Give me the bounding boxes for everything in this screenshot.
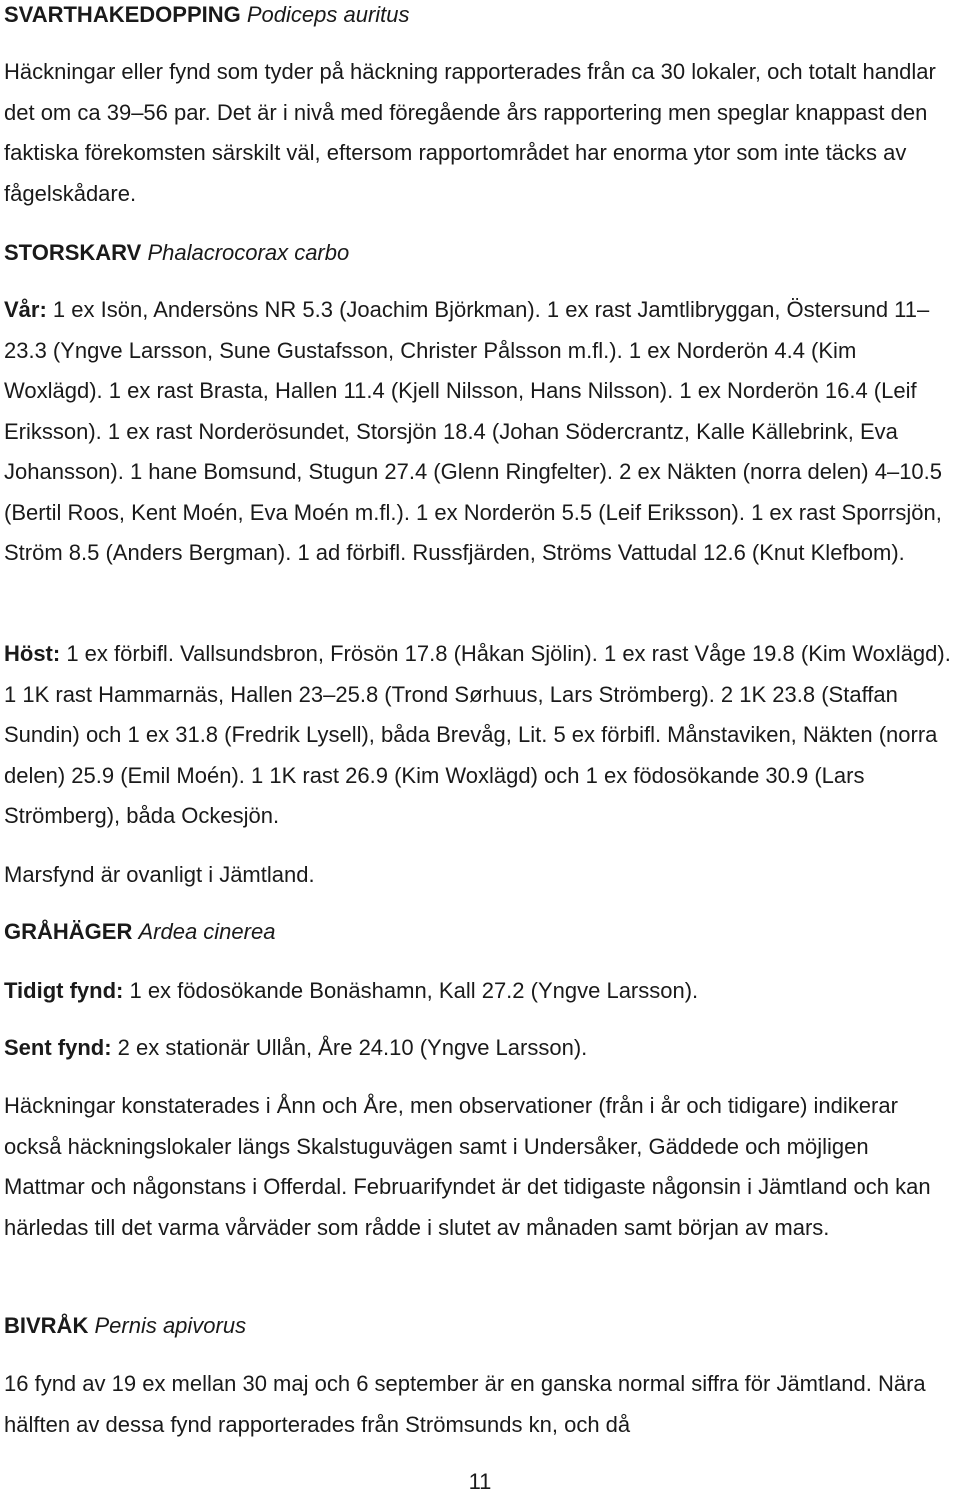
species-name: GRÅHÄGER [4, 919, 133, 944]
species-latin-name: Ardea cinerea [138, 919, 276, 944]
species-name: STORSKARV [4, 240, 142, 265]
paragraph-storskarv-spring [4, 290, 954, 574]
season-label-autumn: Höst: [4, 641, 61, 666]
paragraph-bivrak: 16 fynd av 19 ex mellan 30 maj och 6 september är en ganska normal siffra för Jämtland. Nära hälften av dessa fynd rapporterades från Strömsunds kn, och då [4, 1371, 926, 1437]
paragraph-grahager-late [4, 1028, 954, 1069]
late-record: 2 ex stationär Ullån, Åre 24.10 (Yngve Larsson). [111, 1035, 588, 1060]
record-label-late: Sent fynd: [4, 1035, 112, 1060]
paragraph-grahager-early [4, 971, 954, 1012]
record-label-early: Tidigt fynd: [4, 978, 124, 1003]
species-name: SVARTHAKEDOPPING [4, 2, 241, 27]
species-latin-name: Podiceps auritus [246, 2, 410, 27]
species-latin-name: Pernis apivorus [94, 1313, 247, 1338]
species-latin-name: Phalacrocorax carbo [147, 240, 350, 265]
paragraph-storskarv-autumn [4, 634, 954, 837]
species-heading-storskarv [4, 238, 349, 268]
early-record: 1 ex födosökande Bonäshamn, Kall 27.2 (Yngve Larsson). [123, 978, 699, 1003]
species-name: BIVRÅK [4, 1313, 89, 1338]
page-number: 11 [468, 1469, 492, 1494]
paragraph-storskarv-note: Marsfynd är ovanligt i Jämtland. [4, 862, 315, 887]
species-heading-grahager [4, 917, 275, 947]
paragraph-grahager: Häckningar konstaterades i Ånn och Åre, men observationer (från i år och tidigare) indikerar också häckningslokaler längs Skalstuguvägen samt i Undersåker, Gäddede och möjligen Mattmar och någonstans i Offerdal. Februarifyndet är det tidigaste någonsin i Jämtland och kan härledas till det varma vårväder som rådde i slutet av månaden samt början av mars. [4, 1093, 931, 1240]
spring-records: 1 ex Isön, Andersöns NR 5.3 (Joachim Björkman). 1 ex rast Jamtlibryggan, Östersund 11–23.3 (Yngve Larsson, Sune Gustafsson, Christer Pålsson m.fl.). 1 ex Norderön 4.4 (Kim Woxlägd). 1 ex rast Brasta, Hallen 11.4 (Kjell Nilsson, Hans Nilsson). 1 ex Norderön 16.4 (Leif Eriksson). 1 ex rast Norderösundet, Storsjön 18.4 (Johan Södercrantz, Kalle Källebrink, Eva Johansson). 1 hane Bomsund, Stugun 27.4 (Glenn Ringfelter). 2 ex Näkten (norra delen) 4–10.5 (Bertil Roos, Kent Moén, Eva Moén m.fl.). 1 ex Norderön 5.5 (Leif Eriksson). 1 ex rast Sporrsjön, Ström 8.5 (Anders Bergman). 1 ad förbifl. Russfjärden, Ströms Vattudal 12.6 (Knut Klefbom). [4, 297, 943, 565]
autumn-records: 1 ex förbifl. Vallsundsbron, Frösön 17.8 (Håkan Sjölin). 1 ex rast Våge 19.8 (Kim Woxlägd). 1 1K rast Hammarnäs, Hallen 23–25.8 (Trond Sørhuus, Lars Strömberg). 2 1K 23.8 (Staffan Sundin) och 1 ex 31.8 (Fredrik Lysell), båda Brevåg, Lit. 5 ex förbifl. Månstaviken, Näkten (norra delen) 25.9 (Emil Moén). 1 1K rast 26.9 (Kim Woxlägd) och 1 ex födosökande 30.9 (Lars Strömberg), båda Ockesjön. [4, 641, 951, 828]
species-heading-bivrak [4, 1311, 246, 1341]
season-label-spring: Vår: [4, 297, 47, 322]
species-heading-svarthakedopping [4, 0, 410, 30]
paragraph-svarthakedopping: Häckningar eller fynd som tyder på häckning rapporterades från ca 30 lokaler, och totalt handlar det om ca 39–56 par. Det är i nivå med föregående års rapportering men speglar knappast den faktiska förekomsten särskilt väl, eftersom rapportområdet har enorma ytor som inte täcks av fågelskådare. [4, 59, 936, 206]
